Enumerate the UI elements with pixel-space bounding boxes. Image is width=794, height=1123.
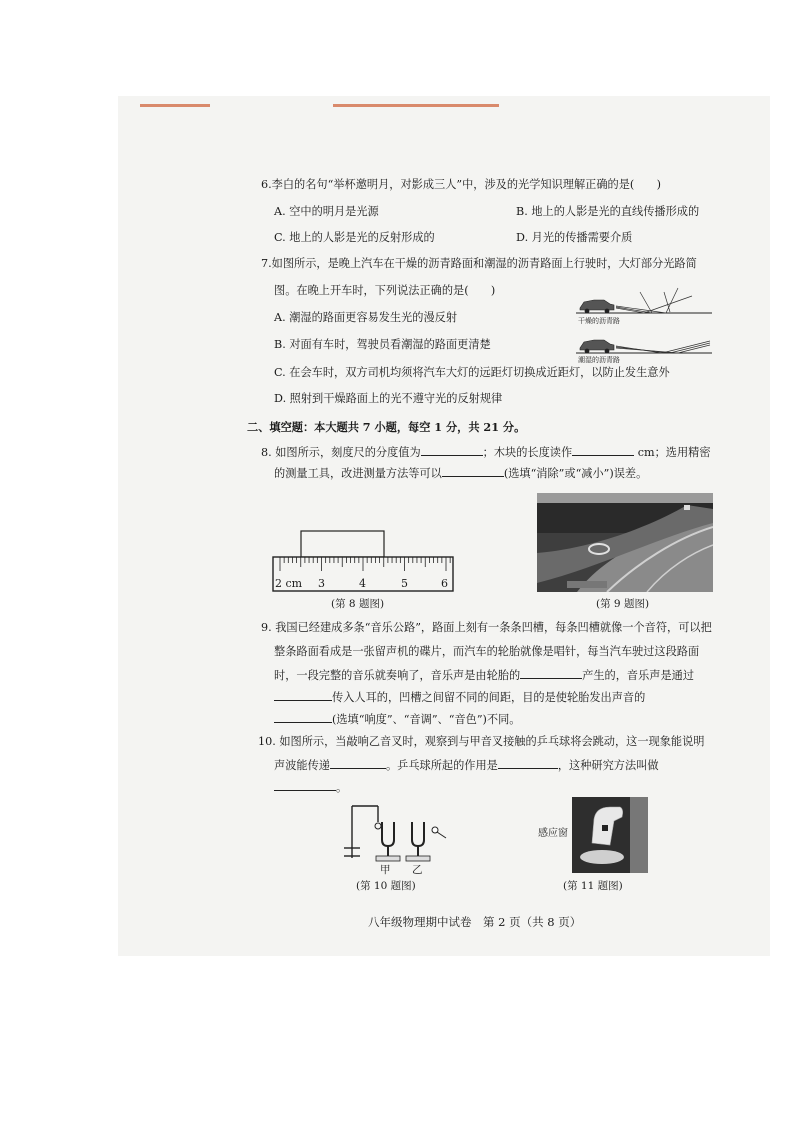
q10-tuning-fork-figure bbox=[338, 800, 448, 876]
q11-sensor-label: 感应窗 bbox=[538, 828, 568, 839]
q9-line1: 9. 我国已经建成多条“音乐公路”，路面上刻有一条条凹槽，每条凹槽就像一个音符，可以把 bbox=[261, 621, 712, 634]
q10-label-jia: 甲 bbox=[380, 864, 391, 876]
q10-blank-1[interactable] bbox=[330, 757, 386, 769]
q7-option-a: A. 潮湿的路面更容易发生光的漫反射 bbox=[274, 311, 458, 324]
q9-text-c: 传入人耳的，凹槽之间留不同的间距，目的是使轮胎发出声音的 bbox=[332, 691, 646, 704]
q8-line2 bbox=[274, 465, 647, 481]
car-wet-icon bbox=[580, 340, 614, 353]
q6-option-a: A. 空中的明月是光源 bbox=[274, 205, 379, 218]
q8-text-a: 8. 如图所示，刻度尺的分度值为 bbox=[261, 446, 421, 459]
ping-pong-ball bbox=[375, 823, 381, 829]
q8-blank-3[interactable] bbox=[442, 465, 504, 477]
q8-caption: (第 8 题图) bbox=[331, 598, 385, 610]
q7-stem-line1: 7.如图所示，是晚上汽车在干燥的沥青路面和潮湿的沥青路面上行驶时，大灯部分光路简 bbox=[261, 257, 697, 270]
q8-text-c: cm；选用精密 bbox=[637, 446, 711, 459]
q7-figure bbox=[574, 286, 714, 366]
q10-text-d: 。 bbox=[336, 781, 348, 794]
q7-option-b: B. 对面有车时，驾驶员看潮湿的路面更清楚 bbox=[274, 338, 491, 351]
q10-blank-3[interactable] bbox=[274, 779, 336, 791]
ruler-label-5: 5 bbox=[401, 577, 408, 590]
top-stripe-left bbox=[140, 104, 210, 107]
q10-text-b: 。乒乓球所起的作用是 bbox=[385, 759, 498, 772]
q10-line2 bbox=[274, 757, 659, 773]
q6-stem: 6.李白的名句“举杯邀明月，对影成三人”中，涉及的光学知识理解正确的是( ) bbox=[261, 178, 662, 191]
q9-line4 bbox=[274, 689, 645, 705]
q8-text-d: 的测量工具，改进测量方法等可以 bbox=[274, 467, 442, 480]
q6-option-b: B. 地上的人影是光的直线传播形成的 bbox=[516, 205, 700, 218]
q6-option-d: D. 月光的传播需要介质 bbox=[516, 231, 633, 244]
q10-caption: (第 10 题图) bbox=[356, 880, 416, 892]
wooden-block bbox=[301, 531, 384, 557]
ruler-label-4: 4 bbox=[359, 577, 366, 590]
q9-line5 bbox=[274, 711, 520, 727]
q10-line3 bbox=[274, 779, 347, 795]
q11-faucet-photo bbox=[572, 797, 648, 873]
q9-blank-2[interactable] bbox=[274, 689, 332, 701]
ruler-label-6: 6 bbox=[441, 577, 448, 590]
q10-line1: 10. 如图所示，当敲响乙音叉时，观察到与甲音叉接触的乒乓球将会跳动，这一现象能说明 bbox=[258, 735, 705, 748]
q9-road-photo bbox=[537, 493, 713, 592]
q6-option-c: C. 地上的人影是光的反射形成的 bbox=[274, 231, 435, 244]
page-footer: 八年级物理期中试卷 第 2 页（共 8 页） bbox=[368, 915, 582, 929]
q8-text-b: ；木块的长度读作 bbox=[482, 446, 573, 459]
q9-blank-3[interactable] bbox=[274, 711, 332, 723]
q10-text-a: 声波能传递 bbox=[274, 759, 330, 772]
q9-line3 bbox=[274, 667, 694, 683]
q8-blank-1[interactable] bbox=[421, 444, 483, 456]
q8-text-e: (选填“消除”或“减小”)误差。 bbox=[503, 467, 648, 480]
q7-label-wet: 潮湿的沥青路 bbox=[578, 356, 620, 364]
q7-label-dry: 干燥的沥青路 bbox=[578, 317, 620, 325]
q8-line1 bbox=[261, 444, 711, 460]
q10-label-yi: 乙 bbox=[412, 864, 423, 876]
top-stripe-right bbox=[333, 104, 499, 107]
q9-text-d: (选填“响度”、“音调”、“音色”)不同。 bbox=[332, 713, 521, 726]
ruler-label-3: 3 bbox=[318, 577, 325, 590]
q7-option-d: D. 照射到干燥路面上的光不遵守光的反射规律 bbox=[274, 392, 503, 405]
tuning-fork-b bbox=[412, 822, 424, 856]
tuning-fork-a bbox=[382, 822, 394, 856]
q8-blank-2[interactable] bbox=[572, 444, 634, 456]
q11-caption: (第 11 题图) bbox=[563, 880, 623, 892]
q9-caption: (第 9 题图) bbox=[596, 598, 650, 610]
q7-option-c: C. 在会车时，双方司机均须将汽车大灯的远距灯切换成近距灯，以防止发生意外 bbox=[274, 366, 670, 379]
q9-text-b: 产生的，音乐声是通过 bbox=[582, 669, 695, 682]
q9-line2: 整条路面看成是一张留声机的碟片，而汽车的轮胎就像是唱针，每当汽车驶过这段路面 bbox=[274, 645, 700, 658]
q9-blank-1[interactable] bbox=[520, 667, 582, 679]
car-dry-icon bbox=[580, 300, 614, 313]
q9-text-a: 时，一段完整的音乐就奏响了，音乐声是由轮胎的 bbox=[274, 669, 521, 682]
q10-blank-2[interactable] bbox=[498, 757, 558, 769]
q8-ruler-figure bbox=[270, 530, 460, 594]
q7-stem-line2: 图。在晚上开车时，下列说法正确的是( ) bbox=[274, 284, 496, 297]
section2-title: 二、填空题：本大题共 7 小题，每空 1 分，共 21 分。 bbox=[247, 420, 526, 434]
q10-text-c: ，这种研究方法叫做 bbox=[557, 759, 659, 772]
ruler-label-2cm: 2 cm bbox=[275, 577, 303, 590]
